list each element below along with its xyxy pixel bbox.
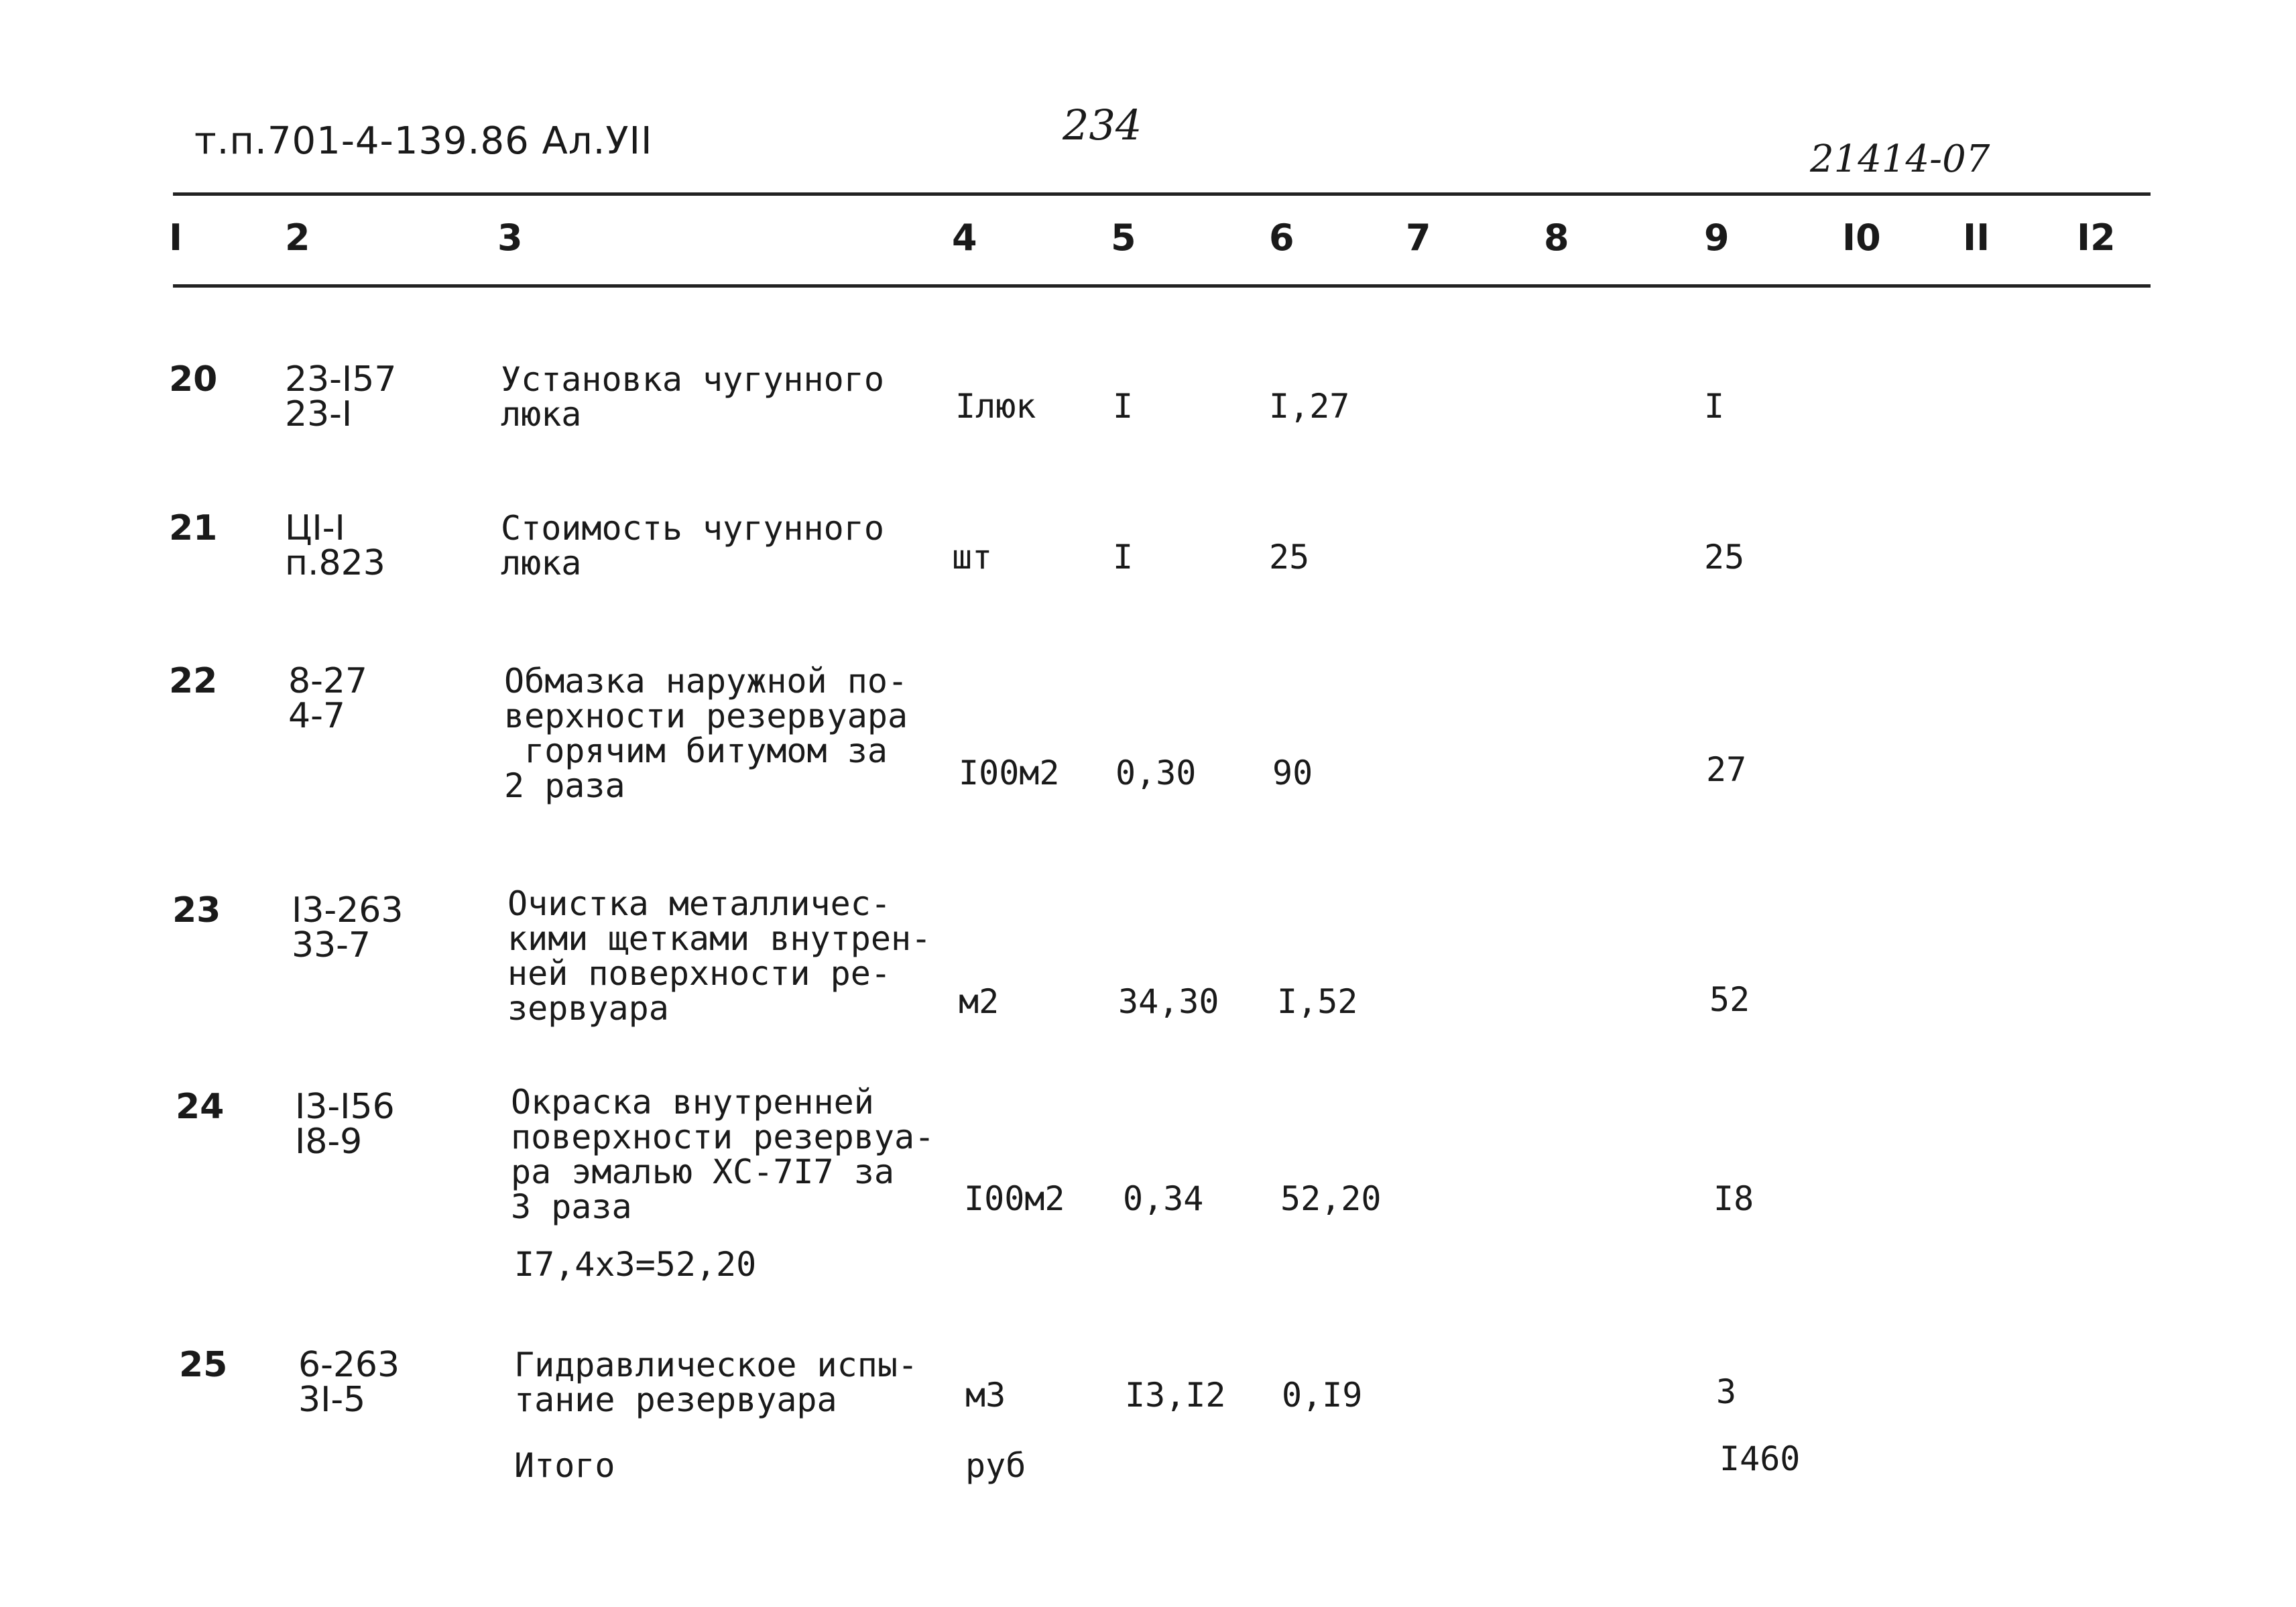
- column-header-2: 2: [285, 217, 310, 259]
- norm-code: I3-I56 I8-9: [295, 1087, 395, 1162]
- column-header-11: II: [1963, 217, 1990, 259]
- work-description: Установка чугунного люка: [501, 360, 884, 434]
- norm-code: I3-263 33-7: [292, 890, 404, 965]
- norm-code: 8-27 4-7: [288, 661, 368, 736]
- column-header-12: I2: [2077, 217, 2116, 259]
- norm-code: 23-I57 23-I: [285, 359, 397, 434]
- norm-code: ЦI-I п.823: [285, 508, 385, 583]
- quantity: 34,30: [1118, 982, 1219, 1021]
- norm-code: 6-263 3I-5: [298, 1345, 400, 1420]
- column-header-3: 3: [497, 217, 523, 259]
- row-number: 23: [172, 890, 221, 931]
- document-code: т.п.701-4-139.86 Ал.УII: [194, 119, 653, 163]
- table-top-rule: [173, 192, 2151, 196]
- unit: шт: [952, 538, 993, 577]
- total-cost: 25: [1704, 538, 1745, 577]
- quantity: I: [1113, 387, 1134, 426]
- unit-price: I,27: [1269, 387, 1350, 426]
- work-description: Стоимость чугунного люка: [501, 509, 884, 583]
- unit-price: 0,I9: [1282, 1376, 1363, 1415]
- quantity: I3,I2: [1125, 1376, 1226, 1415]
- summary-unit: руб: [965, 1446, 1026, 1485]
- total-cost: I8: [1713, 1179, 1754, 1218]
- quantity: I: [1113, 538, 1134, 577]
- unit: м3: [965, 1376, 1006, 1415]
- row-number: 20: [169, 359, 218, 400]
- total-cost: 27: [1706, 750, 1747, 789]
- column-header-6: 6: [1269, 217, 1294, 259]
- quantity: 0,30: [1115, 754, 1197, 792]
- unit: I00м2: [959, 754, 1060, 792]
- row-number: 24: [176, 1087, 225, 1127]
- row-number: 25: [179, 1345, 228, 1385]
- column-header-10: I0: [1842, 217, 1881, 259]
- work-description: Гидравлическое испы- тание резервуара: [514, 1346, 918, 1419]
- quantity: 0,34: [1123, 1179, 1204, 1218]
- total-cost: 3: [1716, 1372, 1737, 1411]
- unit-price: 52,20: [1280, 1179, 1382, 1218]
- summary-total: I460: [1719, 1439, 1801, 1478]
- page-number: 234: [1063, 101, 1142, 150]
- row-number: 21: [169, 508, 218, 548]
- row-number: 22: [169, 661, 218, 701]
- total-cost: I: [1704, 387, 1725, 426]
- total-cost: 52: [1709, 980, 1750, 1019]
- calculation-note: I7,4х3=52,20: [514, 1245, 757, 1284]
- table-header-rule: [173, 284, 2151, 288]
- work-description: Окраска внутренней поверхности резервуа- ра эмалью ХС-7I7 за 3 раза: [511, 1083, 935, 1226]
- summary-label: Итого: [514, 1446, 615, 1485]
- unit: Iлюк: [955, 387, 1036, 426]
- unit-price: I,52: [1277, 982, 1358, 1021]
- column-header-7: 7: [1406, 217, 1431, 259]
- column-header-8: 8: [1544, 217, 1569, 259]
- work-description: Обмазка наружной по- верхности резервуара горячим битумом за 2 раза: [504, 662, 908, 805]
- unit-price: 90: [1272, 754, 1313, 792]
- unit: I00м2: [964, 1179, 1065, 1218]
- archive-number: 21414-07: [1810, 137, 1990, 181]
- column-header-4: 4: [952, 217, 977, 259]
- column-header-5: 5: [1111, 217, 1136, 259]
- work-description: Очистка металличес- кими щетками внутрен- ней поверхности ре- зервуара: [507, 884, 932, 1028]
- column-header-9: 9: [1704, 217, 1730, 259]
- unit: м2: [959, 982, 1000, 1021]
- unit-price: 25: [1269, 538, 1310, 577]
- column-header-1: I: [169, 217, 183, 259]
